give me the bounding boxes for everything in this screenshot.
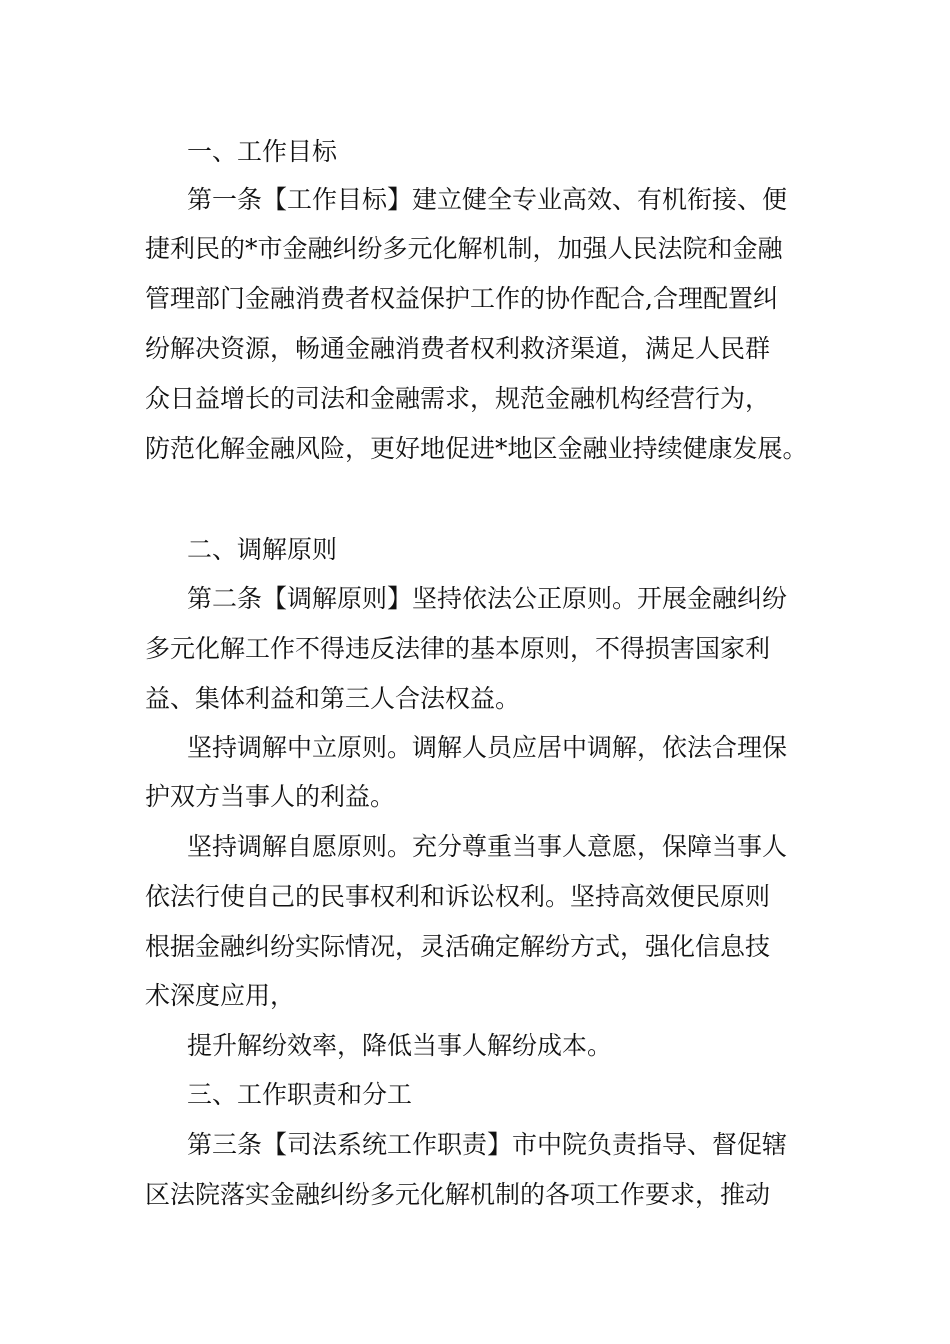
neutral-principle-line-2: 护双方当事人的利益。 [145, 782, 396, 811]
efficiency-line: 提升解纷效率，降低当事人解纷成本。 [187, 1031, 613, 1060]
article-2-line-1: 第二条【调解原则】坚持依法公正原则。开展金融纠纷 [187, 584, 788, 613]
article-1-line-6: 防范化解金融风险，更好地促进*地区金融业持续健康发展。 [145, 434, 808, 463]
article-3-line-1: 第三条【司法系统工作职责】市中院负责指导、督促辖 [187, 1130, 788, 1159]
section-heading-work-goal: 一、工作目标 [187, 137, 338, 166]
section-heading-duties: 三、工作职责和分工 [187, 1080, 413, 1109]
voluntary-principle-line-3: 根据金融纠纷实际情况，灵活确定解纷方式，强化信息技 [145, 932, 771, 961]
article-1-line-2: 捷利民的*市金融纠纷多元化解机制，加强人民法院和金融 [145, 234, 783, 263]
article-1-line-3: 管理部门金融消费者权益保护工作的协作配合,合理配置纠 [145, 284, 778, 313]
article-1-line-4: 纷解决资源，畅通金融消费者权利救济渠道，满足人民群 [145, 334, 771, 363]
article-3-line-2: 区法院落实金融纠纷多元化解机制的各项工作要求，推动 [145, 1180, 771, 1209]
voluntary-principle-line-1: 坚持调解自愿原则。充分尊重当事人意愿，保障当事人 [187, 832, 788, 861]
article-2-line-2: 多元化解工作不得违反法律的基本原则，不得损害国家利 [145, 634, 771, 663]
neutral-principle-line-1: 坚持调解中立原则。调解人员应居中调解，依法合理保 [187, 733, 788, 762]
article-1-line-1: 第一条【工作目标】建立健全专业高效、有机衔接、便 [187, 185, 788, 214]
article-1-line-5: 众日益增长的司法和金融需求，规范金融机构经营行为， [145, 384, 771, 413]
article-2-line-3: 益、集体利益和第三人合法权益。 [145, 684, 521, 713]
voluntary-principle-line-2: 依法行使自己的民事权利和诉讼权利。坚持高效便民原则 [145, 882, 771, 911]
voluntary-principle-line-4: 术深度应用， [145, 981, 296, 1010]
section-heading-mediation-principles: 二、调解原则 [187, 535, 338, 564]
